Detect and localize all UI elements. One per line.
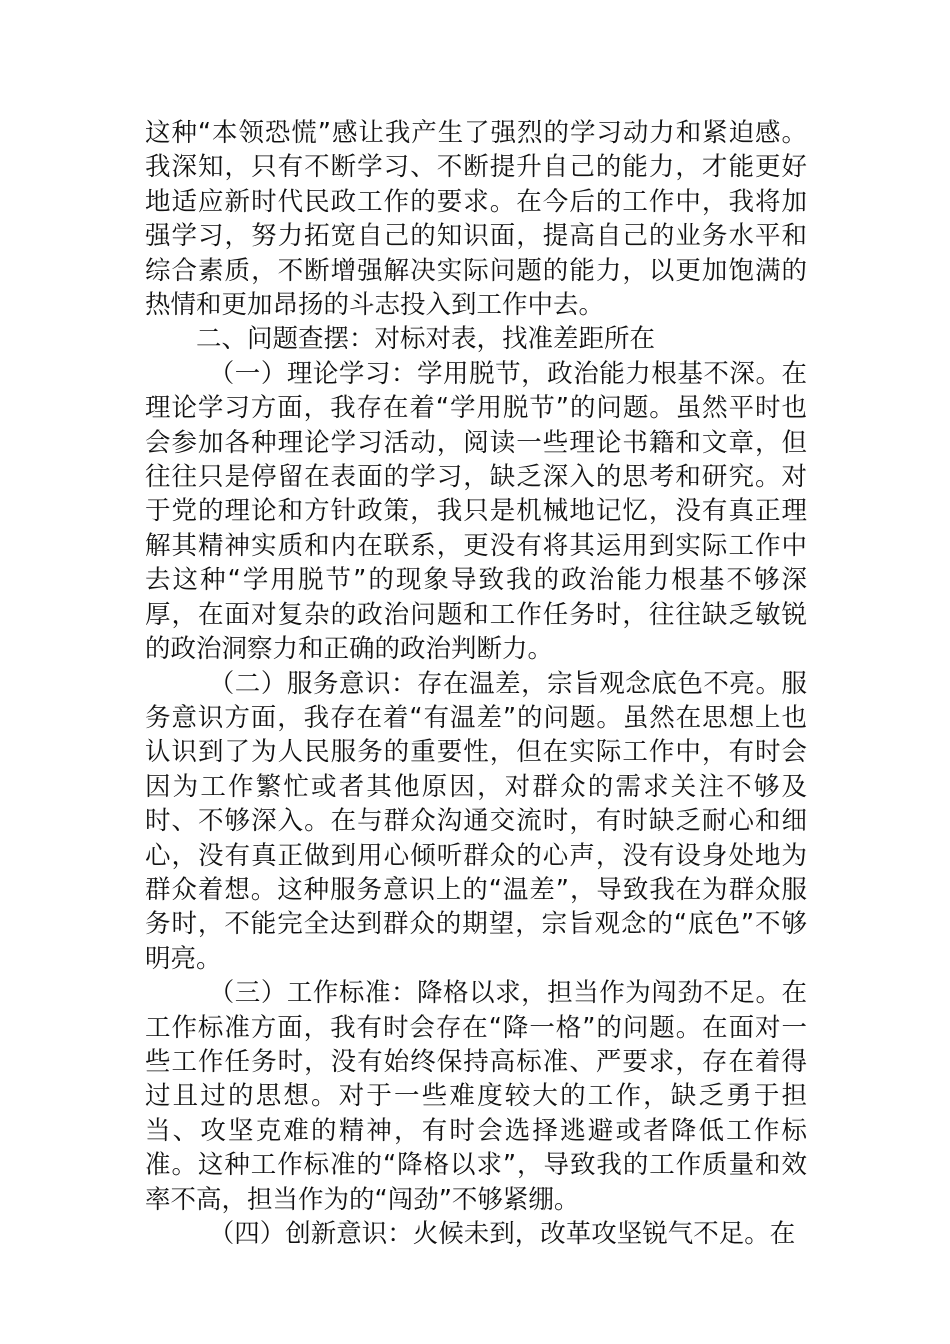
paragraph-innovation-awareness: （四）创新意识：火候未到，改革攻坚锐气不足。在: [208, 1219, 796, 1249]
paragraph-service-awareness: （二）服务意识：存在温差，宗旨观念底色不亮。服务意识方面，我存在着“有温差”的问题。虽然在思想上也认识到了为人民服务的重要性，但在实际工作中，有时会因为工作繁忙或者其他原因，对群众的需求关注不够及时、不够深入。在与群众沟通交流时，有时缺乏耐心和细心，没有真正做到用心倾听群众的心声，没有设身处地为群众着想。这种服务意识上的“温差”，导致我在为群众服务时，不能完全达到群众的期望，宗旨观念的“底色”不够明亮。: [145, 668, 807, 974]
paragraph-theory-study: （一）理论学习：学用脱节，政治能力根基不深。在理论学习方面，我存在着“学用脱节”的问题。虽然平时也会参加各种理论学习活动，阅读一些理论书籍和文章，但往往只是停留在表面的学习，缺乏深入的思考和研究。对于党的理论和方针政策，我只是机械地记忆，没有真正理解其精神实质和内在联系，更没有将其运用到实际工作中去这种“学用脱节”的现象导致我的政治能力根基不够深厚，在面对复杂的政治问题和工作任务时，往往缺乏敏锐的政治洞察力和正确的政治判断力。: [145, 358, 807, 665]
paragraph-work-standard: （三）工作标准：降格以求，担当作为闯劲不足。在工作标准方面，我有时会存在“降一格”的问题。在面对一些工作任务时，没有始终保持高标准、严要求，存在着得过且过的思想。对于一些难度较大的工作，缺乏勇于担当、攻坚克难的精神，有时会选择逃避或者降低工作标准。这种工作标准的“降格以求”，导致我的工作质量和效率不高，担当作为的“闯劲”不够紧绷。: [145, 978, 807, 1215]
document-body: [145, 116, 807, 1251]
paragraph-continuation: 这种“本领恐慌”感让我产生了强烈的学习动力和紧迫感。我深知，只有不断学习、不断提升自己的能力，才能更好地适应新时代民政工作的要求。在今后的工作中，我将加强学习，努力拓宽自己的知识面，提高自己的业务水平和综合素质，不断增强解决实际问题的能力，以更加饱满的热情和更加昂扬的斗志投入到工作中去。: [145, 118, 807, 321]
section-heading: 二、问题查摆：对标对表，找准差距所在: [196, 324, 656, 355]
